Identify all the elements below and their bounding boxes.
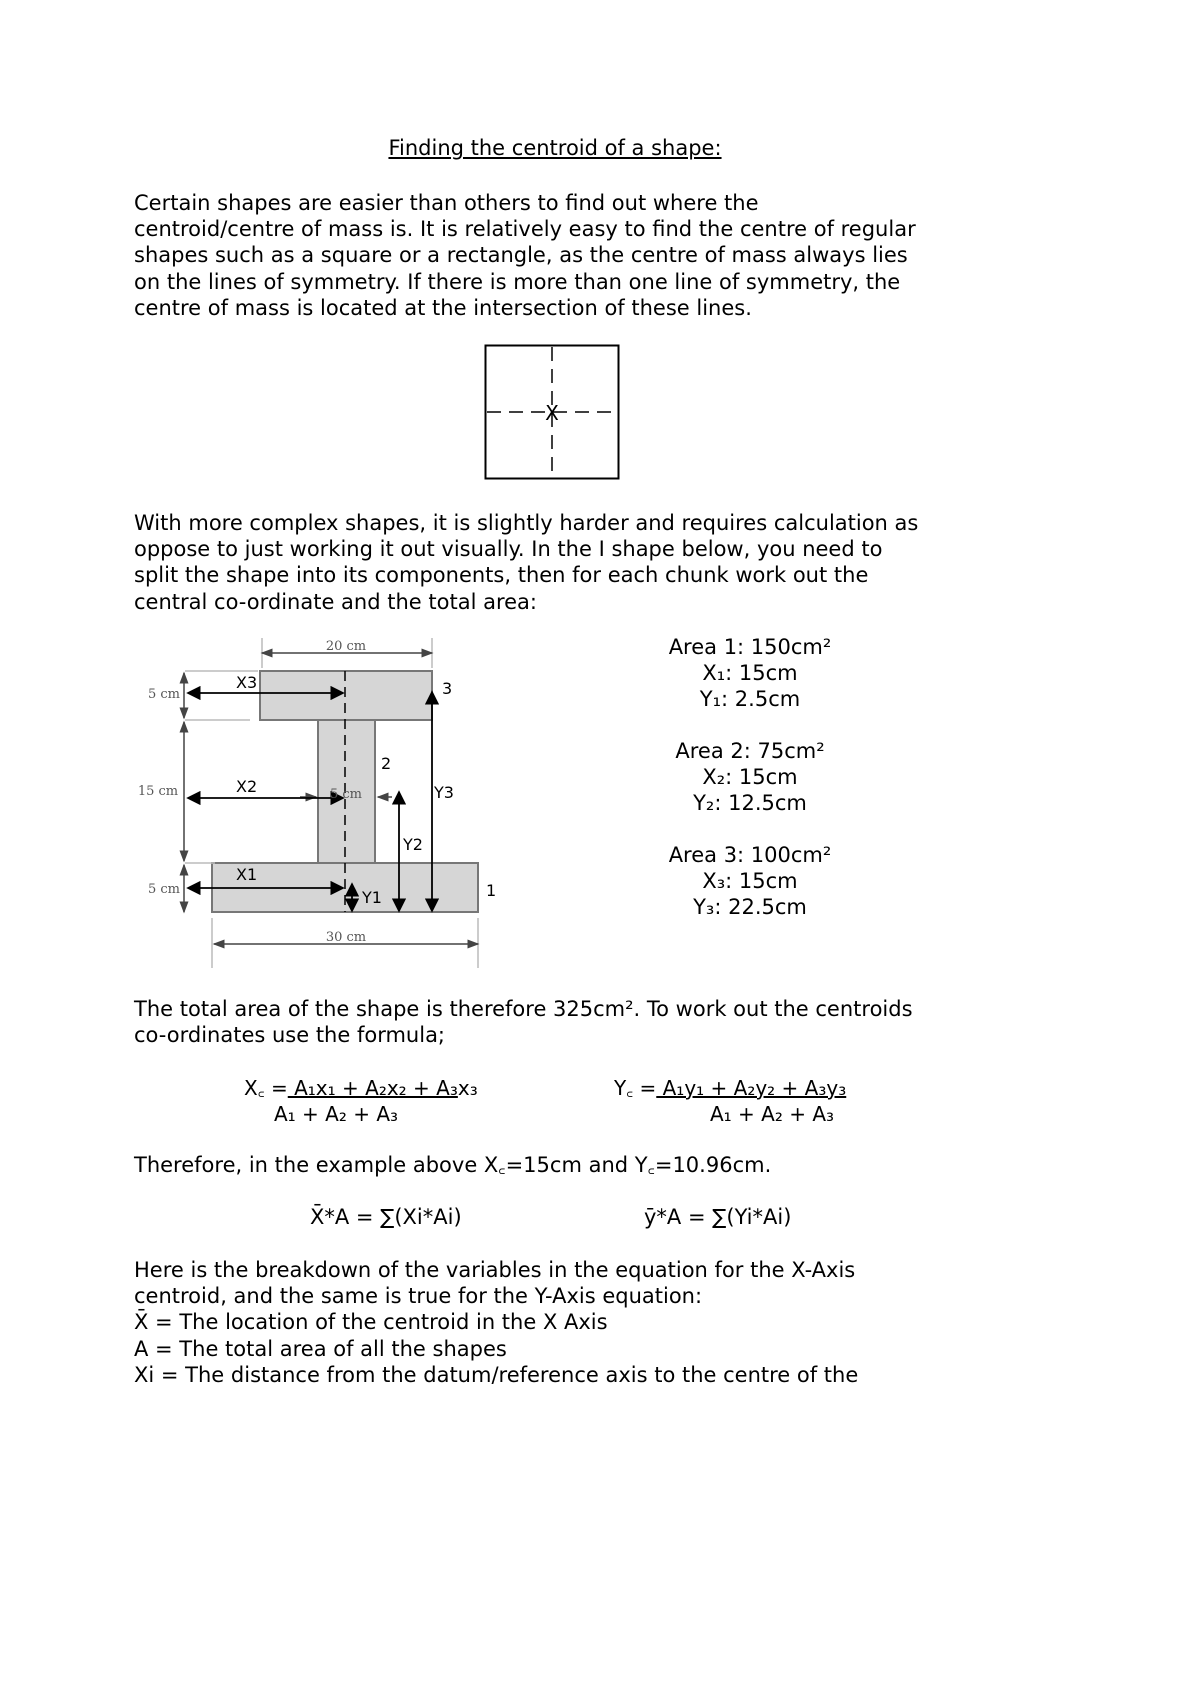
formula-x-numerator-tail: x₃ — [457, 1076, 478, 1100]
area-value: Area 1: 150cm² — [668, 635, 832, 659]
formula-y — [614, 1075, 846, 1127]
area-value: Area 2: 75cm² — [675, 739, 825, 763]
area-value: Area 3: 100cm² — [668, 843, 832, 867]
part-2-label: 2 — [381, 754, 392, 773]
text-line: Here is the breakdown of the variables in the equation for the X-Axis — [134, 1258, 856, 1282]
label-y1: Y1 — [362, 888, 382, 907]
text-line: central co-ordinate and the total area: — [134, 589, 537, 614]
therefore-line: Therefore, in the example above X꜀=15cm and Y꜀=10.96cm. — [134, 1153, 772, 1177]
formula-y-lhs: Y꜀ = — [614, 1076, 657, 1100]
label-y3: Y3 — [434, 783, 454, 802]
text-line: split the shape into its components, then for each chunk work out the — [134, 563, 869, 588]
text-line: A = The total area of all the shapes — [134, 1336, 507, 1361]
page-title: Finding the centroid of a shape: — [388, 136, 722, 160]
y-value: Y₁: 2.5cm — [699, 687, 801, 712]
label-x3: X3 — [236, 673, 258, 692]
area-block-1 — [640, 634, 860, 713]
top-flange — [260, 671, 432, 720]
text-line: co-ordinates use the formula; — [134, 1023, 446, 1048]
total-area-paragraph — [134, 996, 913, 1048]
part-1-label: 1 — [486, 881, 497, 900]
part-3-label: 3 — [442, 679, 453, 698]
y-value: Y₃: 22.5cm — [693, 895, 807, 920]
formula-x — [244, 1075, 478, 1127]
breakdown-paragraph — [134, 1257, 858, 1388]
text-line: centroid/centre of mass is. It is relatively easy to find the centre of regular — [134, 217, 916, 242]
square-diagram — [480, 340, 625, 485]
text-line: X̄ = The location of the centroid in the X Axis — [134, 1310, 608, 1335]
label-x2: X2 — [236, 777, 258, 796]
formula-y-denominator: A₁ + A₂ + A₃ — [710, 1102, 835, 1126]
y-value: Y₂: 12.5cm — [693, 791, 807, 816]
centroid-marker: X — [545, 401, 559, 425]
text-line: Certain shapes are easier than others to find out where the — [134, 191, 759, 215]
dim-web-label: 5 cm — [329, 787, 363, 802]
text-line: shapes such as a square or a rectangle, as the centre of mass always lies — [134, 243, 908, 268]
area-block-2 — [640, 738, 860, 817]
sum-x-formula: X̄*A = ∑(Xi*Ai) — [310, 1205, 462, 1229]
x-value: X₂: 15cm — [702, 765, 798, 790]
area-block-3 — [640, 842, 860, 921]
text-line: Xi = The distance from the datum/reference axis to the centre of the — [134, 1362, 859, 1387]
dim-left-mid-label: 15 cm — [137, 784, 179, 799]
dim-top-label: 20 cm — [325, 639, 367, 654]
x-value: X₁: 15cm — [702, 661, 798, 686]
complex-paragraph — [134, 510, 918, 615]
text-line: oppose to just working it out visually. In the I shape below, you need to — [134, 537, 883, 562]
label-y2: Y2 — [403, 835, 423, 854]
text-line: centre of mass is located at the intersection of these lines. — [134, 295, 752, 320]
formula-y-numerator: A₁y₁ + A₂y₂ + A₃y₃ — [656, 1076, 847, 1100]
text-line: With more complex shapes, it is slightly harder and requires calculation as — [134, 511, 919, 535]
formula-x-numerator: A₁x₁ + A₂x₂ + A₃ — [287, 1076, 458, 1100]
x-value: X₃: 15cm — [702, 869, 798, 894]
dim-bottom-label: 30 cm — [325, 930, 367, 945]
label-x1: X1 — [236, 865, 258, 884]
dim-left-top-label: 5 cm — [147, 687, 181, 702]
text-line: The total area of the shape is therefore 325cm². To work out the centroids — [134, 997, 913, 1021]
i-beam-diagram — [130, 625, 510, 975]
formula-x-denominator: A₁ + A₂ + A₃ — [274, 1102, 399, 1126]
dim-left-bottom-label: 5 cm — [147, 882, 181, 897]
sum-y-formula: ȳ*A = ∑(Yi*Ai) — [644, 1205, 792, 1229]
text-line: on the lines of symmetry. If there is more than one line of symmetry, the — [134, 269, 901, 294]
text-line: centroid, and the same is true for the Y-Axis equation: — [134, 1284, 703, 1309]
formula-x-lhs: X꜀ = — [244, 1076, 288, 1100]
intro-paragraph — [134, 190, 916, 321]
